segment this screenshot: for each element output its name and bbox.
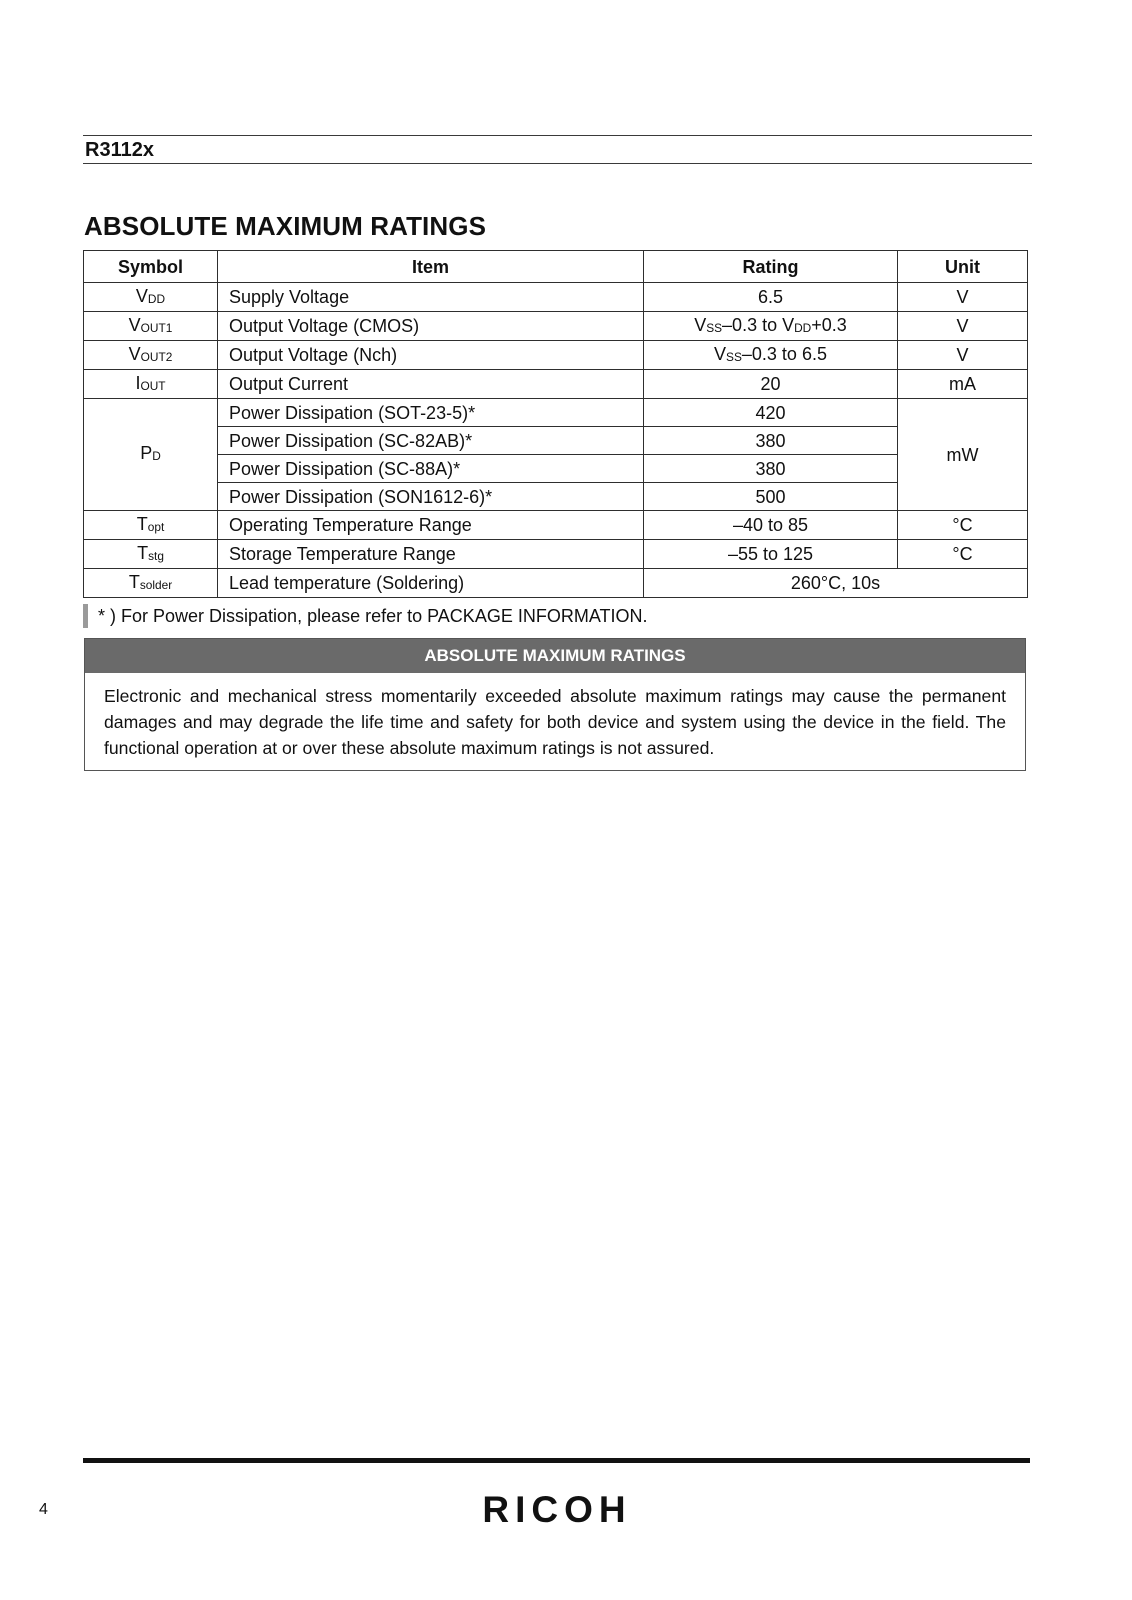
unit-cell: mW (898, 399, 1028, 511)
symbol-subscript: OUT1 (140, 320, 173, 335)
ratings-table (83, 250, 1028, 598)
symbol-text: V (128, 314, 141, 335)
rating-cell: 500 (644, 483, 898, 511)
symbol-cell (84, 312, 218, 341)
unit-cell: °C (898, 540, 1028, 569)
section-title: ABSOLUTE MAXIMUM RATINGS (84, 211, 487, 241)
page-number: 4 (39, 1501, 48, 1518)
item-cell: Power Dissipation (SON1612-6)* (218, 483, 644, 511)
item-cell: Power Dissipation (SC-82AB)* (218, 427, 644, 455)
rating-cell: 20 (644, 370, 898, 399)
symbol-cell (84, 399, 218, 511)
table-header-row (84, 251, 1028, 283)
symbol-cell (84, 540, 218, 569)
column-header-rating: Rating (644, 251, 898, 283)
unit-cell: V (898, 283, 1028, 312)
table-row (84, 540, 1028, 569)
table-row (84, 427, 1028, 455)
column-header-symbol: Symbol (84, 251, 218, 283)
rating-subscript: DD (794, 320, 812, 335)
table-row (84, 341, 1028, 370)
table-row (84, 569, 1028, 598)
unit-cell: mA (898, 370, 1028, 399)
column-header-item: Item (218, 251, 644, 283)
rating-cell: 260°C, 10s (644, 569, 1028, 598)
rating-text: V (694, 314, 707, 335)
rating-subscript: SS (706, 320, 723, 335)
table-row (84, 511, 1028, 540)
rating-cell: –55 to 125 (644, 540, 898, 569)
symbol-subscript: opt (147, 519, 165, 534)
part-number: R3112x (85, 139, 154, 161)
item-cell: Storage Temperature Range (218, 540, 644, 569)
symbol-text: I (135, 372, 141, 393)
symbol-text: V (135, 285, 148, 306)
symbol-subscript: OUT2 (140, 349, 173, 364)
unit-cell: V (898, 312, 1028, 341)
ratings-table-body (84, 283, 1028, 598)
symbol-cell (84, 511, 218, 540)
item-cell: Supply Voltage (218, 283, 644, 312)
symbol-text: V (128, 343, 141, 364)
table-row (84, 455, 1028, 483)
footnote-text: * ) For Power Dissipation, please refer to PACKAGE INFORMATION. (98, 606, 648, 626)
rating-cell: 420 (644, 399, 898, 427)
symbol-subscript: stg (148, 548, 164, 563)
symbol-subscript: solder (139, 577, 173, 592)
item-cell: Output Voltage (CMOS) (218, 312, 644, 341)
item-cell: Operating Temperature Range (218, 511, 644, 540)
symbol-cell (84, 283, 218, 312)
rating-cell: –40 to 85 (644, 511, 898, 540)
symbol-text: T (137, 542, 149, 563)
unit-cell: V (898, 341, 1028, 370)
symbol-cell (84, 370, 218, 399)
header-rule-bottom (83, 163, 1032, 164)
unit-cell: °C (898, 511, 1028, 540)
item-cell: Power Dissipation (SC-88A)* (218, 455, 644, 483)
item-cell: Lead temperature (Soldering) (218, 569, 644, 598)
table-row (84, 399, 1028, 427)
symbol-text: P (140, 443, 153, 463)
rating-subscript: SS (726, 349, 742, 364)
symbol-cell (84, 569, 218, 598)
symbol-text: T (136, 513, 148, 534)
symbol-subscript: DD (147, 291, 166, 306)
rating-cell: 380 (644, 455, 898, 483)
item-cell: Output Current (218, 370, 644, 399)
notice-body: Electronic and mechanical stress momentarily exceeded absolute maximum ratings may cause the permanent damages and may degrade the life time and safety for both device and system using the device in the field. The functional operation at or over these absolute maximum ratings is not assured. (104, 686, 1006, 758)
footnote (83, 604, 983, 628)
item-cell: Output Voltage (Nch) (218, 341, 644, 370)
symbol-subscript: OUT (140, 378, 166, 393)
rating-text: –0.3 to V (722, 314, 795, 335)
footnote-marker-bar (83, 604, 88, 628)
item-cell: Power Dissipation (SOT-23-5)* (218, 399, 644, 427)
rating-text: +0.3 (811, 314, 847, 335)
notice-box (84, 638, 1026, 771)
symbol-cell (84, 341, 218, 370)
rating-cell: 380 (644, 427, 898, 455)
symbol-text: T (128, 571, 140, 592)
header-rule-top (83, 135, 1032, 136)
table-row (84, 483, 1028, 511)
rating-cell (644, 312, 898, 341)
table-row (84, 283, 1028, 312)
notice-title: ABSOLUTE MAXIMUM RATINGS (85, 639, 1025, 673)
column-header-unit: Unit (898, 251, 1028, 283)
rating-text: V (714, 343, 727, 364)
rating-text: –0.3 to 6.5 (741, 343, 827, 364)
rating-cell: 6.5 (644, 283, 898, 312)
footer-rule (83, 1458, 1030, 1463)
rating-cell (644, 341, 898, 370)
table-row (84, 370, 1028, 399)
symbol-subscript: D (152, 449, 161, 463)
table-row (84, 312, 1028, 341)
ricoh-logo: RICOH (482, 1489, 632, 1530)
